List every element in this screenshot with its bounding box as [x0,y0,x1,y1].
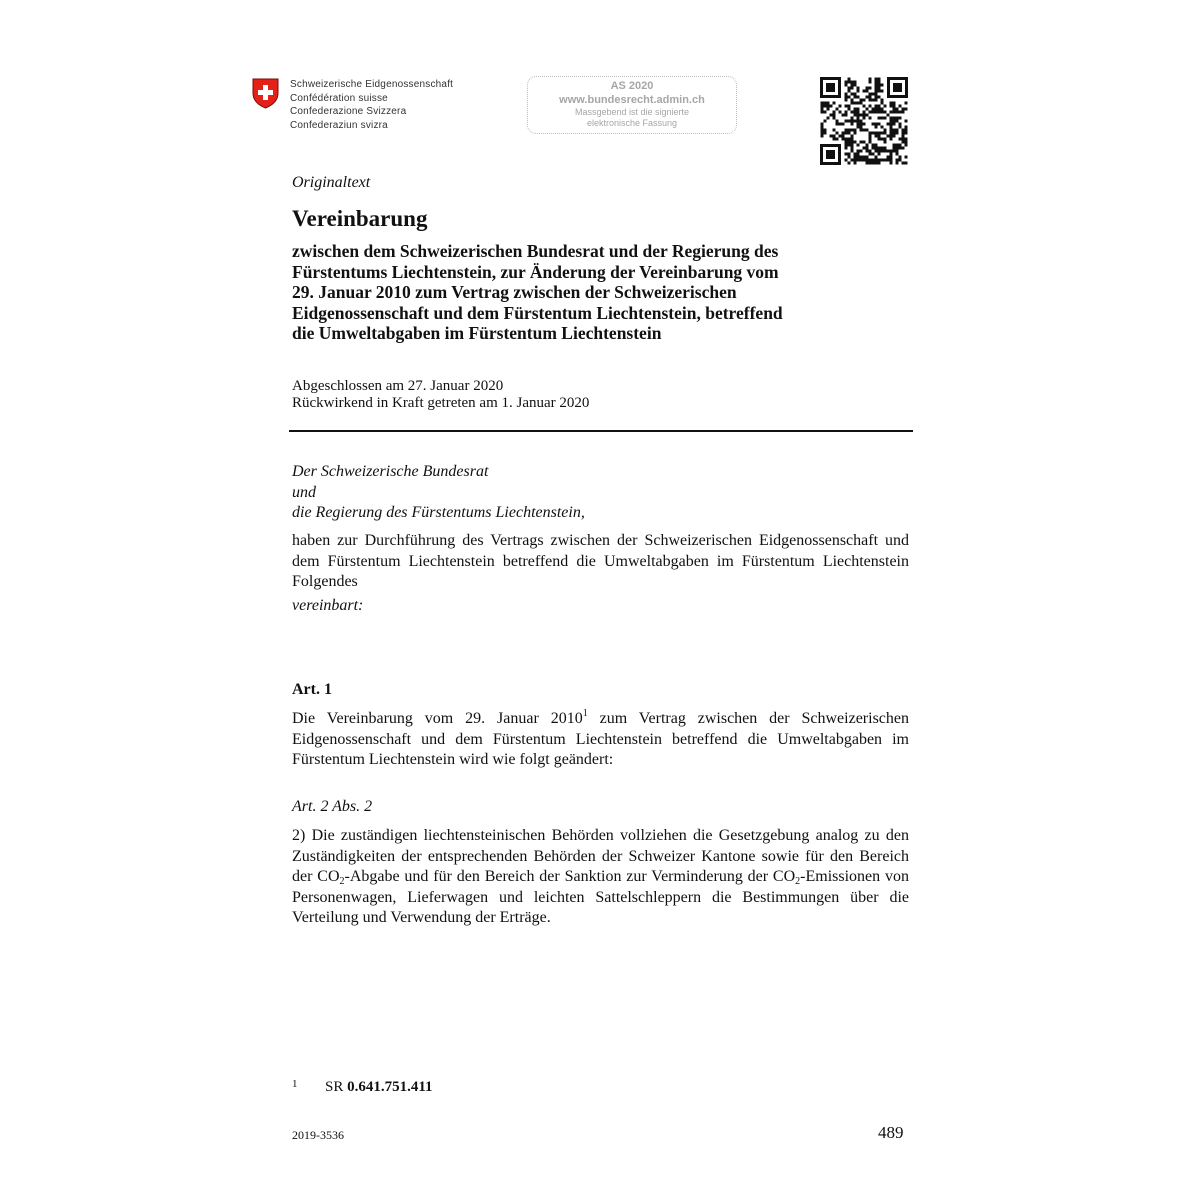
parties-block [292,462,585,524]
footnote-reference[interactable]: 1 [582,708,588,719]
party-line: Der Schweizerische Bundesrat [292,463,489,480]
subtitle-line: die Umweltabgaben im Fürstentum Liechtenstein [292,323,662,343]
subscript: 2 [795,876,801,887]
article-1-text-part: zum Vertrag zwischen der Schweizerischen Eidgenossenschaft und dem Fürstentum Liechtenstein betreffend die Umweltabgaben im Fürstentum Liechtenstein wird wie folgt geändert: [292,710,910,768]
preamble-paragraph: haben zur Durchführung des Vertrags zwischen der Schweizerischen Eidgenossenschaft und dem Fürstentum Liechtenstein betreffend die Umweltabgaben im Fürstentum Liechtenstein Folgendes [292,532,909,590]
subtitle-line: zwischen dem Schweizerischen Bundesrat und der Regierung des [292,241,779,261]
stamp-note-1: Massgebend ist die signierte [574,107,690,117]
document-title: Vereinbarung [292,206,428,231]
article-2-text [292,826,909,929]
party-line: und [292,483,316,501]
subtitle-line: Fürstentums Liechtenstein, zur Änderung der Vereinbarung vom [292,261,779,282]
divider [289,430,913,432]
article-2-text-part: -Abgabe und für den Bereich der Sanktion zur Verminderung der CO [344,868,796,885]
in-force-date: Rückwirkend in Kraft getreten am 1. Januar 2020 [292,394,590,411]
article-2-text-part: -Emissionen von Personenwagen, Lieferwagen und leichten Sattelschleppern die Bestimmungen über die Verteilung und Verwendung der Erträge. [292,868,909,926]
footnote-prefix: SR [325,1079,344,1095]
dates-block [292,378,589,411]
footnote-number: 1 [292,1078,298,1090]
official-stamp [527,76,737,134]
federation-line-fr: Confédération suisse [290,92,388,104]
stamp-collection: AS 2020 [610,80,654,92]
concluded-date: Abgeschlossen am 27. Januar 2020 [292,378,504,394]
federation-line-rm: Confederaziun svizra [290,119,388,131]
federation-line-it: Confederazione Svizzera [290,106,407,117]
federation-line-de: Schweizerische Eidgenossenschaft [290,79,454,90]
original-text-label: Originaltext [292,174,371,191]
federation-name [290,78,453,132]
article-2-text-part: 2) Die zuständigen liechtensteinischen Behörden vollziehen die Gesetzgebung analog zu den Zuständigkeiten der entsprechenden Behörden der Schweizer Kantone sowie für den Bereich der CO [292,827,909,885]
article-1-heading: Art. 1 [292,681,332,698]
stamp-note-2: elektronische Fassung [586,118,678,128]
page-number: 489 [878,1123,904,1142]
qr-code-icon [820,77,908,165]
article-2-heading: Art. 2 Abs. 2 [292,798,373,815]
article-1-text [292,709,909,771]
document-number: 2019-3536 [292,1128,344,1142]
subtitle-line: Eidgenossenschaft und dem Fürstentum Liechtenstein, betreffend [292,302,783,323]
footnote-text [325,1079,433,1096]
party-line: die Regierung des Fürstentums Liechtenstein, [292,504,585,521]
stamp-url: www.bundesrecht.admin.ch [559,94,705,106]
subtitle-line: 29. Januar 2010 zum Vertrag zwischen der Schweizerischen [292,282,737,302]
footnote-sr-number: 0.641.751.411 [347,1079,433,1095]
agreed-label: vereinbart: [292,597,364,614]
subscript: 2 [339,876,345,887]
article-1-text-part: Die Vereinbarung vom 29. Januar 2010 [292,710,583,727]
swiss-coat-of-arms-icon [252,78,279,109]
document-subtitle [292,241,892,344]
